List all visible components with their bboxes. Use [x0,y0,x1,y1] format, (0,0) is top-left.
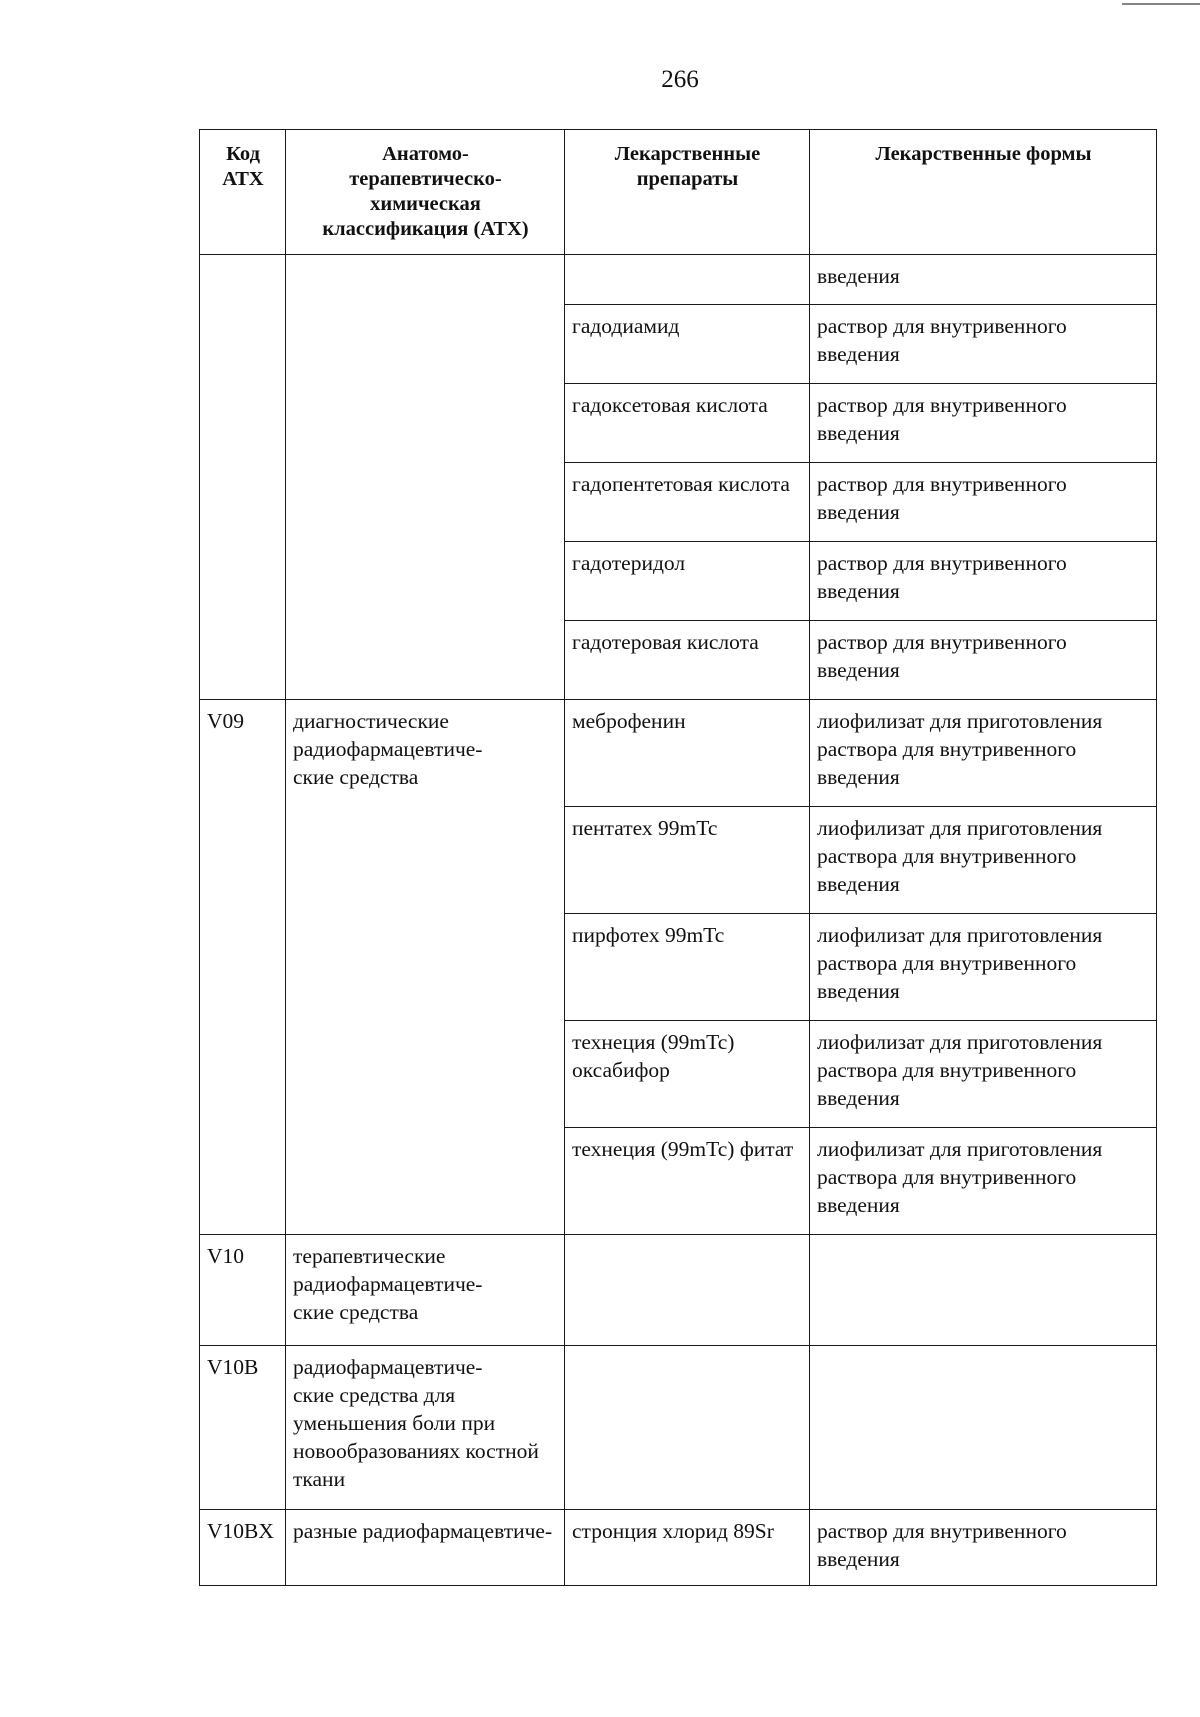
atx-code-cell [200,255,286,700]
form-cell: лиофилизат для приготовления раствора для внутривенного введения [810,1128,1157,1235]
atx-code-cell: V10B [200,1346,286,1510]
form-cell [810,1346,1157,1510]
drug-cell: пирфотех 99mTc [565,914,810,1021]
form-cell: введения [810,255,1157,305]
atx-code-cell: V10 [200,1235,286,1346]
table-row [200,255,1157,305]
table-row [200,1235,1157,1346]
form-cell: раствор для внутривенного введения [810,384,1157,463]
atx-code-cell: V09 [200,700,286,1235]
drug-cell: технеция (99mTc) фитат [565,1128,810,1235]
table-row [200,1346,1157,1510]
drug-cell: меброфенин [565,700,810,807]
form-cell: раствор для внутривенного введения [810,621,1157,700]
classification-cell: радиофармацевтиче- ские средства для уменьшения боли при новообразованиях костной ткани [286,1346,565,1510]
drug-cell: гадопентетовая кислота [565,463,810,542]
classification-cell: разные радиофармацевтиче- [286,1510,565,1586]
atx-table [199,129,1157,1586]
drug-cell: гадодиамид [565,305,810,384]
classification-cell: диагностические радиофармацевтиче- ские средства [286,700,565,1235]
form-cell: лиофилизат для приготовления раствора для внутривенного введения [810,807,1157,914]
classification-cell [286,255,565,700]
form-cell: лиофилизат для приготовления раствора для внутривенного введения [810,1021,1157,1128]
header-dosage-forms: Лекарственные формы [810,130,1157,255]
table-row [200,700,1157,807]
drug-cell [565,255,810,305]
table-row [200,1510,1157,1586]
form-cell: лиофилизат для приготовления раствора для внутривенного введения [810,914,1157,1021]
header-atx-code: Код АТХ [200,130,286,255]
form-cell [810,1235,1157,1346]
table-header-row [200,130,1157,255]
drug-cell: гадоксетовая кислота [565,384,810,463]
scan-edge-mark [1122,0,1200,5]
form-cell: раствор для внутривенного введения [810,542,1157,621]
drug-cell: пентатех 99mTc [565,807,810,914]
atx-code-cell: V10BX [200,1510,286,1586]
form-cell: раствор для внутривенного введения [810,463,1157,542]
page-number: 266 [661,66,699,93]
drug-cell: гадотеровая кислота [565,621,810,700]
form-cell: раствор для внутривенного введения [810,305,1157,384]
classification-cell: терапевтические радиофармацевтиче- ские средства [286,1235,565,1346]
form-cell: раствор для внутривенного введения [810,1510,1157,1586]
drug-cell [565,1346,810,1510]
drug-cell: стронция хлорид 89Sr [565,1510,810,1586]
form-cell: лиофилизат для приготовления раствора для внутривенного введения [810,700,1157,807]
drug-cell: технеция (99mTc) оксабифор [565,1021,810,1128]
drug-cell [565,1235,810,1346]
header-drugs: Лекарственные препараты [565,130,810,255]
header-atx-classification: Анатомо- терапевтическо- химическая классификация (АТХ) [286,130,565,255]
drug-cell: гадотеридол [565,542,810,621]
